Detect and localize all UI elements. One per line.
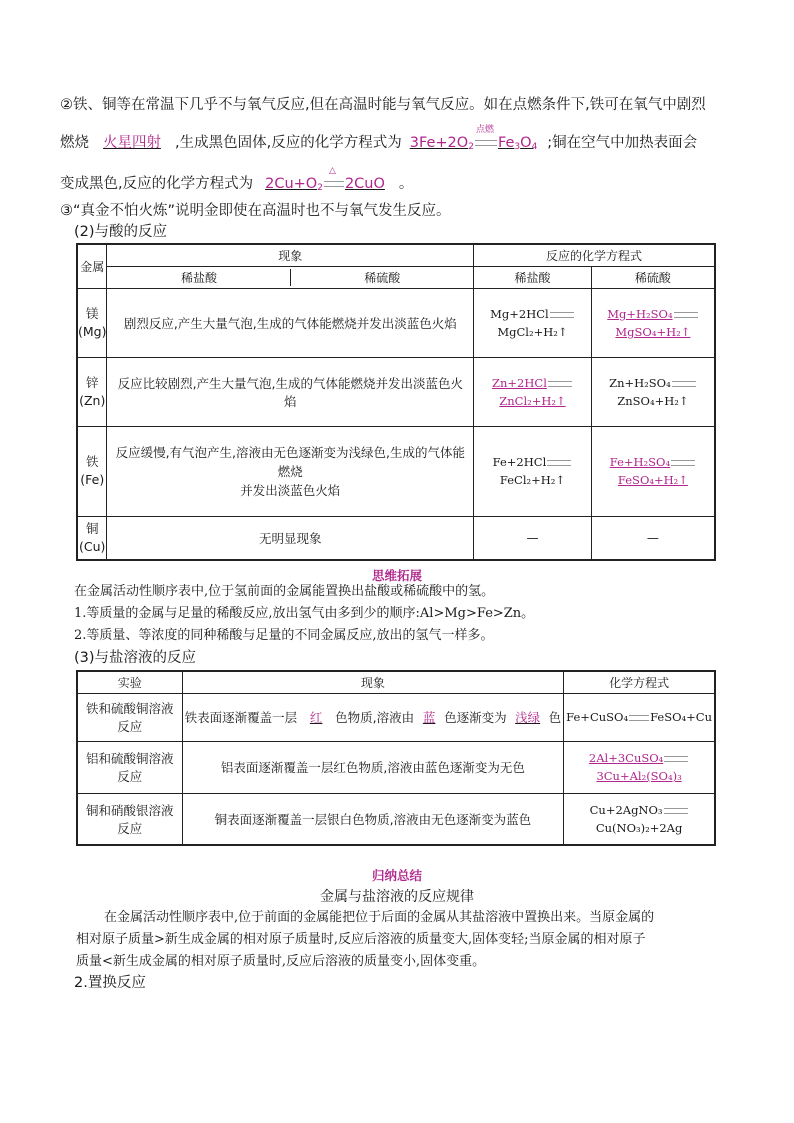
section-title-displacement: 2.置换反应 [74, 975, 146, 991]
table-row [77, 288, 715, 357]
text-fragment: ,生成黑色固体,反应的化学方程式为 [175, 135, 402, 151]
table-row [77, 741, 715, 793]
section-title-acid: (2)与酸的反应 [74, 224, 168, 240]
header-equation: 化学方程式 [564, 671, 715, 693]
metal-cell: 镁 (Mg) [77, 288, 107, 357]
equation-hcl-cell: Fe+2HCl FeCl₂+H₂↑ [474, 426, 592, 516]
metal-cell: 锌 (Zn) [77, 357, 107, 426]
phenomenon-cell: 铁表面逐渐覆盖一层 红 色物质,溶液由 蓝 色逐渐变为 浅绿 色 [182, 693, 564, 741]
phenomenon-cell: 无明显现象 [107, 516, 474, 560]
summary-heading: 归纳总结 [371, 868, 422, 883]
text-fragment: 燃烧 [60, 135, 89, 151]
equation-h2so4-cell: Fe+H₂SO₄ FeSO₄+H₂↑ [591, 426, 715, 516]
metal-cell: 铜 (Cu) [77, 516, 107, 560]
text-fragment: ;铜在空气中加热表面会 [547, 135, 698, 151]
experiment-cell: 铜和硝酸银溶液反应 [77, 793, 182, 845]
header-phenomenon: 现象 [107, 244, 474, 266]
paragraph-gold: ③“真金不怕火炼”说明金即使在高温时也不与氧气发生反应。 [60, 203, 451, 219]
phenomenon-cell: 反应缓慢,有气泡产生,溶液由无色逐渐变为浅绿色,生成的气体能燃烧 并发出淡蓝色火焰 [107, 426, 474, 516]
table-row [77, 426, 715, 516]
answer-blank-fire-sparks: 火星四射 [103, 135, 161, 151]
paragraph-iron-copper-line2 [60, 125, 698, 157]
expand-line-0: 在金属活动性顺序表中,位于氢前面的金属能置换出盐酸或稀硫酸中的氢。 [74, 584, 495, 599]
equation-h2so4-cell: — [591, 516, 715, 560]
header-metal: 金属 [77, 244, 107, 288]
equation-h2so4-cell: Zn+H₂SO₄ ZnSO₄+H₂↑ [591, 357, 715, 426]
expand-line-2: 2.等质量、等浓度的同种稀酸与足量的不同金属反应,放出的氢气一样多。 [74, 628, 494, 643]
salt-reaction-table [76, 670, 716, 846]
summary-text-line2: 相对原子质量>新生成金属的相对原子质量时,反应后溶液的质量变大,固体变轻;当原金属的相对原子 [76, 932, 646, 947]
header-phenomenon: 现象 [182, 671, 564, 693]
metal-cell: 铁 (Fe) [77, 426, 107, 516]
answer-blank-light-green: 浅绿 [515, 710, 541, 725]
equation-h2so4-cell: Mg+H₂SO₄ MgSO₄+H₂↑ [591, 288, 715, 357]
subheader-h2so4: 稀硫酸 [591, 266, 715, 288]
phenomenon-cell: 铝表面逐渐覆盖一层红色物质,溶液由蓝色逐渐变为无色 [182, 741, 564, 793]
table-row [77, 693, 715, 741]
equation-cell: Cu+2AgNO₃ Cu(NO₃)₂+2Ag [564, 793, 715, 845]
equation-hcl-cell: Zn+2HCl ZnCl₂+H₂↑ [474, 357, 592, 426]
expand-heading: 思维拓展 [371, 568, 422, 583]
answer-blank-blue: 蓝 [422, 710, 436, 725]
section-title-salt: (3)与盐溶液的反应 [74, 650, 197, 666]
equation-cell: Fe+CuSO₄ FeSO₄+Cu [564, 693, 715, 741]
header-experiment: 实验 [77, 671, 182, 693]
table-row [77, 516, 715, 560]
answer-blank-red: 红 [309, 710, 323, 725]
equation-hcl-cell: — [474, 516, 592, 560]
experiment-cell: 铁和硫酸铜溶液反应 [77, 693, 182, 741]
paragraph-iron-copper-line1: ②铁、铜等在常温下几乎不与氧气反应,但在高温时能与氧气反应。如在点燃条件下,铁可在氧气中剧烈 [60, 97, 706, 113]
phenomenon-cell: 反应比较剧烈,产生大量气泡,生成的气体能燃烧并发出淡蓝色火焰 [107, 357, 474, 426]
answer-copper-heating-equation: $2Cu+O_2$ △ 2CuO [265, 166, 385, 193]
phenomenon-cell: 剧烈反应,产生大量气泡,生成的气体能燃烧并发出淡蓝色火焰 [107, 288, 474, 357]
summary-text-line3: 质量<新生成金属的相对原子质量时,反应后溶液的质量变小,固体变重。 [76, 954, 486, 969]
table-row [77, 793, 715, 845]
expand-line-1: 1.等质量的金属与足量的稀酸反应,放出氢气由多到少的顺序:Al>Mg>Fe>Zn。 [74, 606, 535, 621]
acid-reaction-table [76, 243, 716, 561]
experiment-cell: 铝和硫酸铜溶液反应 [77, 741, 182, 793]
answer-iron-combustion-equation: $3Fe+2O_2$ 点燃 $Fe_3O_4$ [409, 125, 538, 152]
phenomenon-cell: 铜表面逐渐覆盖一层银白色物质,溶液由无色逐渐变为蓝色 [182, 793, 564, 845]
subheader-phenomenon: 稀盐酸 稀硫酸 [107, 266, 474, 288]
equation-hcl-cell: Mg+2HCl MgCl₂+H₂↑ [474, 288, 592, 357]
table-row [77, 357, 715, 426]
header-equation: 反应的化学方程式 [474, 244, 715, 266]
summary-text-line1: 在金属活动性顺序表中,位于前面的金属能把位于后面的金属从其盐溶液中置换出来。当原金属的 [104, 910, 655, 925]
paragraph-iron-copper-line3: 变成黑色,反应的化学方程式为 $2Cu+O_2$ △ 2CuO 。 [60, 166, 414, 193]
subheader-hcl: 稀盐酸 [474, 266, 592, 288]
equation-cell: 2Al+3CuSO₄ 3Cu+Al₂(SO₄)₃ [564, 741, 715, 793]
summary-title: 金属与盐溶液的反应规律 [320, 889, 474, 905]
equation-condition-arrow: 点燃 [474, 133, 498, 153]
